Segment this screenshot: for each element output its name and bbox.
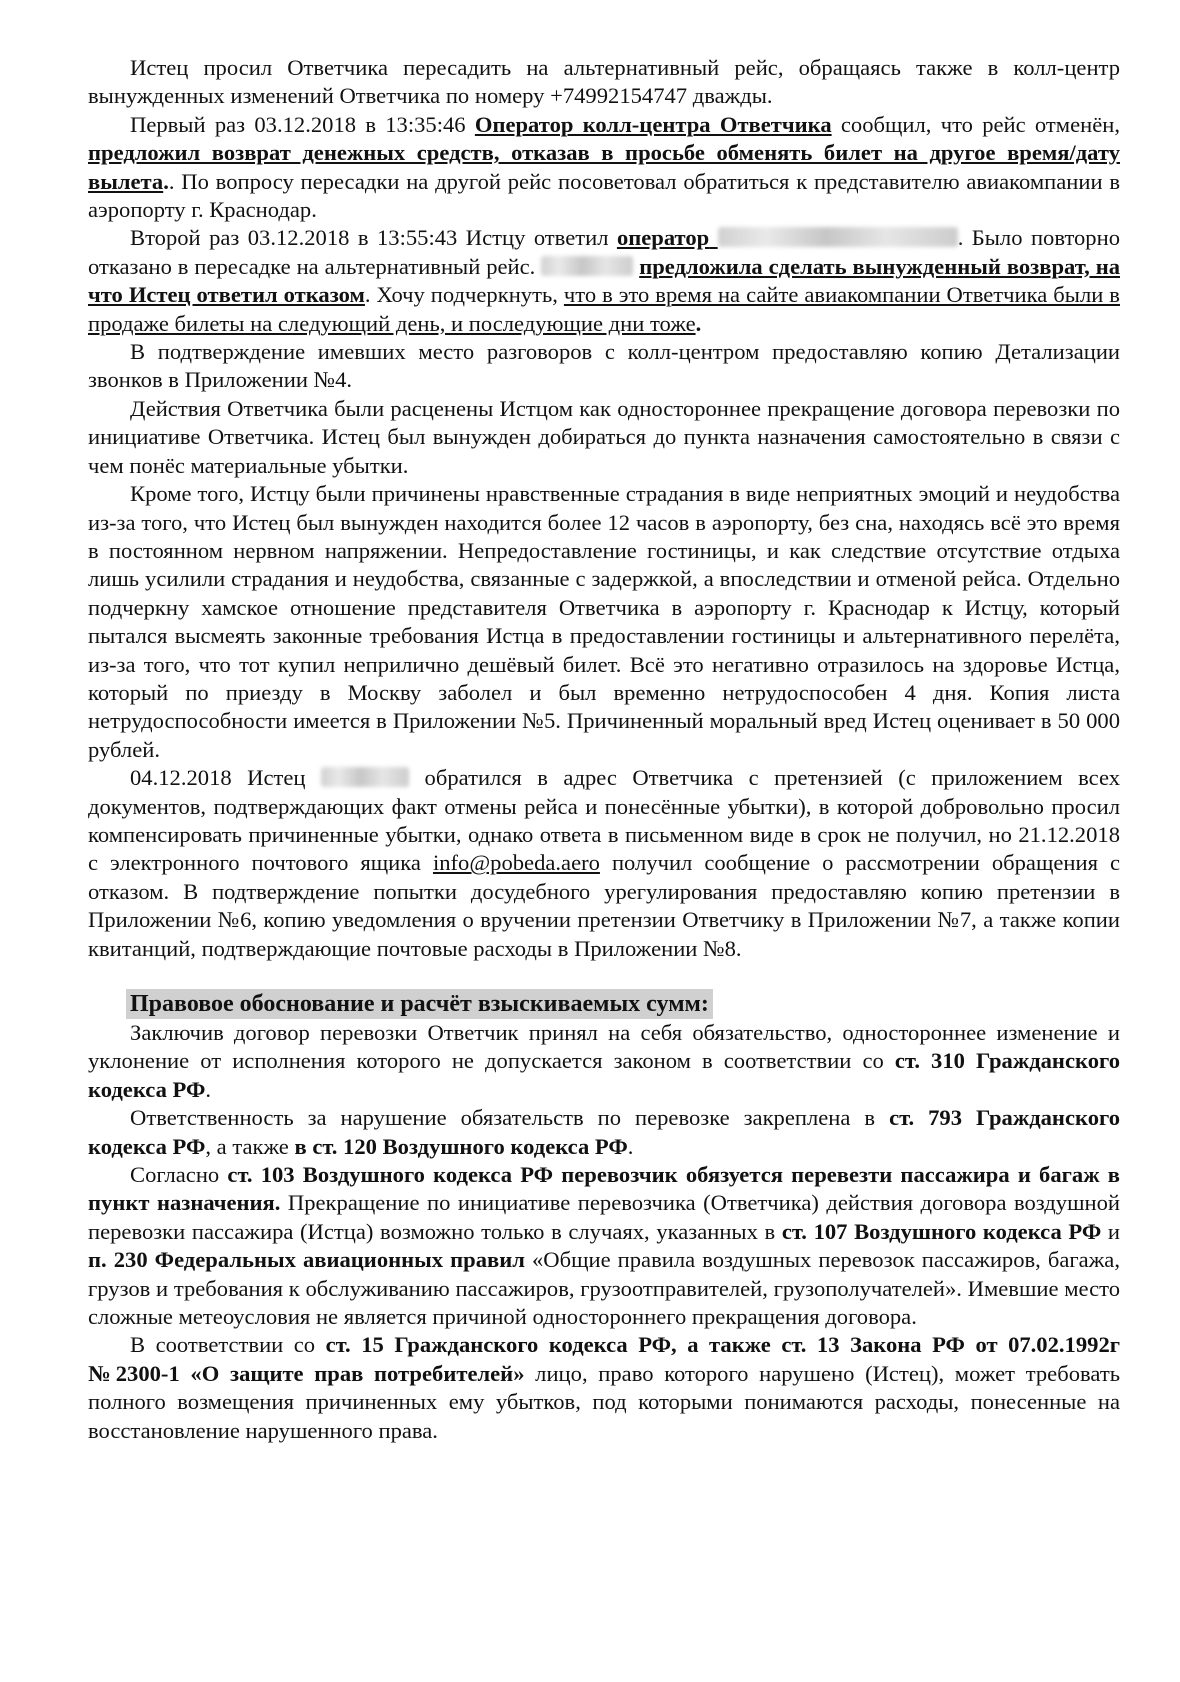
paragraph-moral-damage: Кроме того, Истцу были причинены нравственные страдания в виде неприятных эмоций и неудобства из-за того, что Истец был вынужден находится более 12 часов в аэропорту, без сна, находясь всё это время в постоянном нервном напряжении. Непредоставление гостиницы, и как следствие отсутствие отдыха лишь усилили страдания и неудобства, связанные с задержкой, а впоследствии и отменой рейса. Отдельно подчеркну хамское отношение представителя Ответчика в аэропорту г. Краснодар к Истцу, который пытался высмеять законные требования Истца в предоставлении гостиницы и альтернативного перелёта, из-за того, что тот купил неприлично дешёвый билет. Всё это негативно отразилось на здоровье Истца, который по приезду в Москву заболел и был временно нетрудоспособен 4 дня. Копия листа нетрудоспособности имеется в Приложении №5. Причиненный моральный вред Истец оценивает в 50 000 рублей. [88, 481, 1120, 762]
paragraph-damages [88, 1331, 1120, 1445]
text-span: и [1101, 1218, 1120, 1244]
redacted-operator-name [718, 227, 958, 247]
document-page [88, 54, 1120, 1445]
text-span: Первый раз 03.12.2018 в 13:35:46 [130, 111, 475, 137]
text-span: Заключив договор перевозки Ответчик принял на себя обязательство, одностороннее изменение и уклонение от исполнения которого не допускается законом в соответствии со [88, 1020, 1120, 1074]
text-span: сообщил, что рейс отменён, [831, 111, 1120, 137]
forced-refund-text: предложила сделать вынужденный возврат, на что Истец ответил отказом [88, 253, 1121, 308]
text-span: . Хочу подчеркнуть, [364, 282, 564, 308]
period: . [695, 310, 702, 336]
text-span: Согласно [130, 1162, 228, 1188]
redacted-plaintiff-name [321, 767, 409, 787]
text-span: . [627, 1133, 634, 1159]
text-span: Прекращение по инициативе перевозчика (Ответчика) действия договора воздушной перевозки пассажира (Истца) возможно только в случаях, указанных в [88, 1190, 1120, 1244]
text-span: . По вопросу пересадки на другой рейс посоветовал обратиться к представителю авиакомпании в аэропорту г. Краснодар. [88, 168, 1120, 223]
text-span: . Было повторно отказано в пересадке на альтернативный рейс. [88, 225, 1120, 279]
text-span: В соответствии со [130, 1332, 326, 1358]
text-span: лицо, право которого нарушено (Истец), может требовать полного возмещения причиненных ему убытков, под которыми понимаются расходы, понесенные на восстановление нарушенного права. [88, 1360, 1120, 1443]
email-address: info@pobeda.aero [432, 850, 600, 876]
operator-callcenter: Оператор колл-центра Ответчика [474, 111, 832, 137]
text-span: обратился в адрес Ответчика с претензией (с приложением всех документов, подтверждающих факт отмены рейса и понесённые убытки), в которой добровольно просил компенсировать причиненные убытки, однако ответа в письменном виде в срок не получил, но 21.12.2018 с электронного почтового ящика [88, 765, 1120, 876]
text-span: , а также [205, 1133, 295, 1159]
text-span: 04.12.2018 Истец [130, 765, 322, 791]
law-reference: п. 230 Федеральных авиационных правил [88, 1247, 525, 1273]
tickets-available-text: что в это время на сайте авиакомпании Ответчика были в продаже билеты на следующий день, и последующие дни тоже [88, 282, 1120, 336]
refund-offer-text: предложил возврат денежных средств, отказав в просьбе обменять билет на другое время/дату вылета [88, 140, 1120, 194]
paragraph-call-details: В подтверждение имевших место разговоров с колл-центром предоставляю копию Детализации звонков в Приложении №4. [88, 339, 1120, 393]
redacted-name [541, 256, 633, 276]
period: . [163, 168, 169, 194]
paragraph-liability [88, 1104, 1120, 1161]
text-span: Второй раз 03.12.2018 в 13:55:43 Истцу ответил [130, 225, 617, 251]
text-span: получил сообщение о рассмотрении обращения с отказом. В подтверждение попытки досудебного урегулирования предоставляю копию претензии в Приложении №6, копию уведомления о вручении претензии Ответчику в Приложении №7, а также копии квитанций, подтверждающие почтовые расходы в Приложении №8. [88, 850, 1120, 961]
section-heading-wrap [88, 989, 1120, 1019]
law-reference: ст. 107 Воздушного кодекса РФ [781, 1218, 1102, 1244]
law-reference: в ст. 120 Воздушного кодекса РФ [294, 1133, 628, 1159]
section-heading: Правовое обоснование и расчёт взыскиваемых сумм: [126, 989, 713, 1019]
paragraph-air-code [88, 1161, 1120, 1331]
paragraph-claim [88, 764, 1120, 963]
text-span: . [205, 1076, 212, 1102]
operator-label [617, 225, 958, 250]
text-span: Ответственность за нарушение обязательств по перевозке закреплена в [130, 1105, 890, 1131]
paragraph-request-rebooking: Истец просил Ответчика пересадить на альтернативный рейс, обращаясь также в колл-центр вынужденных изменений Ответчика по номеру +74992154747 дважды. [88, 55, 1120, 109]
text-span: «Общие правила воздушных перевозок пассажиров, багажа, грузов и требования к обслуживанию пассажиров, грузоотправителей, грузополучателей». Имевшие место сложные метеоусловия не является причиной одностороннего прекращения договора. [88, 1247, 1120, 1330]
paragraph-first-call [88, 111, 1120, 225]
paragraph-contract-termination: Действия Ответчика были расценены Истцом как одностороннее прекращение договора перевозки по инициативе Ответчика. Истец был вынужден добираться до пункта назначения самостоятельно в связи с чем понёс материальные убытки. [88, 395, 1120, 478]
law-reference: ст. 793 Гражданского кодекса РФ [88, 1105, 1120, 1159]
law-reference: ст. 15 Гражданского кодекса РФ, а также ст. 13 Закона РФ от 07.02.1992г №2300-1 «О защите прав потребителей» [88, 1332, 1120, 1386]
law-reference: ст. 310 Гражданского кодекса РФ [88, 1048, 1120, 1102]
operator-word: оператор [616, 225, 710, 251]
law-reference: ст. 103 Воздушного кодекса РФ перевозчик обязуется перевезти пассажира и багаж в пункт назначения. [88, 1162, 1120, 1216]
paragraph-obligation [88, 1019, 1120, 1104]
paragraph-second-call [88, 224, 1120, 338]
